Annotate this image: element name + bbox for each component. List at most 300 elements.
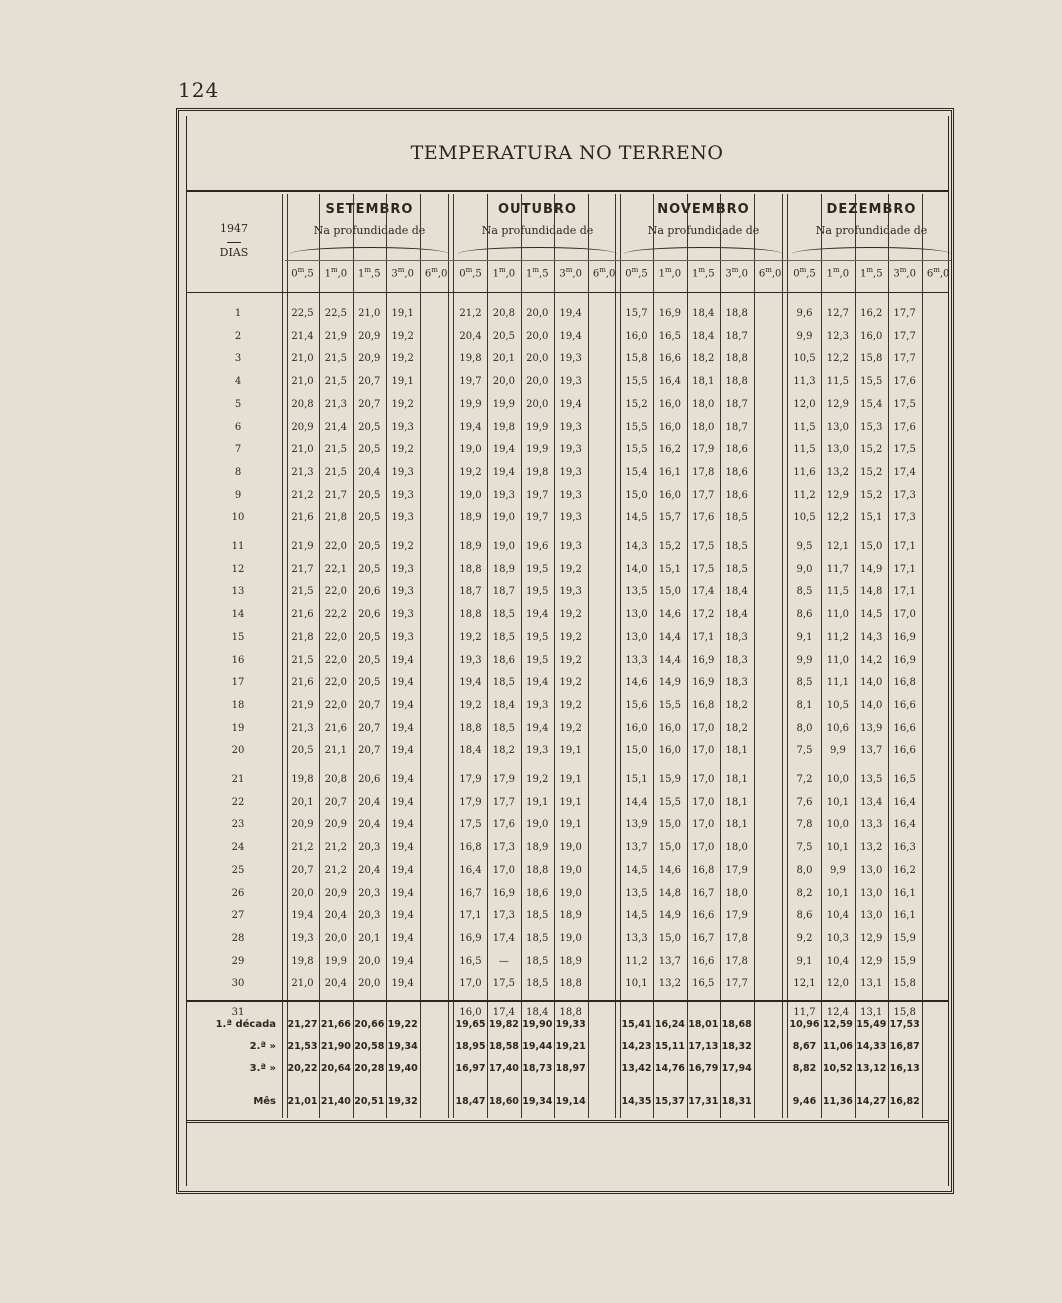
table-cell: 18,4 [692, 330, 715, 342]
summary-cell: 15,11 [654, 1041, 685, 1052]
day-number: 21 [231, 774, 245, 785]
table-cell: 11,0 [826, 654, 850, 666]
summary-cell: 12,59 [822, 1019, 853, 1030]
summary-cell: 15,37 [654, 1096, 685, 1107]
table-cell: 19,4 [391, 745, 414, 757]
table-bottom-rule [186, 1120, 948, 1123]
table-cell: 21,2 [324, 842, 348, 854]
table-cell: 22,0 [324, 541, 348, 552]
table-cell: 18,5 [526, 910, 549, 922]
day-number: 6 [234, 421, 242, 433]
table-cell: 16,6 [692, 955, 715, 967]
table-cell: 13,3 [860, 819, 883, 831]
table-cell: 19,4 [391, 722, 414, 734]
depth-brace [792, 247, 951, 254]
summary-rule [186, 1000, 948, 1002]
summary-cell: 21,40 [320, 1096, 351, 1107]
year-label: 1947 [220, 222, 248, 235]
table-cell: 19,2 [559, 631, 582, 643]
table-cell: 20,3 [358, 910, 381, 922]
table-cell: 16,6 [692, 910, 715, 922]
table-cell: 16,9 [658, 308, 682, 319]
table-cell: 16,9 [692, 654, 715, 666]
day-number: 26 [231, 887, 245, 899]
table-cell: 15,1 [658, 563, 682, 575]
table-cell: 17,5 [692, 563, 715, 575]
month-name: OUTUBRO [497, 202, 577, 217]
table-cell: 18,5 [725, 541, 748, 552]
day-number: 15 [231, 631, 245, 643]
table-cell: 19,4 [391, 932, 414, 944]
table-cell: 19,2 [391, 444, 414, 456]
table-cell: 22,0 [324, 654, 348, 666]
table-cell: 19,3 [559, 421, 582, 433]
table-cell: 15,5 [860, 376, 883, 388]
table-cell: 19,4 [291, 910, 314, 922]
table-cell: 20,0 [291, 887, 314, 899]
summary-cell: 19,33 [555, 1019, 586, 1030]
summary-cell: 19,32 [387, 1096, 418, 1107]
table-cell: 13,0 [826, 421, 850, 433]
table-cell: 18,4 [526, 1007, 549, 1018]
table-cell: 20,6 [358, 586, 381, 598]
table-cell: 15,2 [658, 541, 682, 552]
table-cell: 20,7 [358, 376, 381, 388]
table-cell: 19,0 [559, 932, 582, 944]
table-cell: 18,9 [492, 563, 516, 575]
table-cell: 18,3 [725, 654, 748, 666]
table-cell: 13,0 [860, 864, 883, 876]
day-number: 11 [231, 541, 245, 552]
table-cell: 16,2 [860, 308, 883, 319]
table-cell: 17,5 [492, 978, 516, 990]
table-cell: 15,3 [860, 421, 883, 433]
day-number: 20 [231, 745, 245, 757]
table-cell: 11,2 [625, 955, 648, 967]
table-cell: 11,6 [793, 466, 816, 478]
table-cell: 15,9 [893, 955, 916, 967]
table-cell: 9,9 [829, 864, 846, 876]
table-cell: 18,8 [725, 308, 748, 319]
table-cell: 21,8 [291, 631, 314, 643]
table-cell: 15,9 [893, 932, 916, 944]
table-cell: 19,3 [559, 489, 582, 501]
table-cell: 20,4 [358, 864, 381, 876]
table-cell: 22,0 [324, 677, 348, 689]
day-number: 2 [234, 330, 242, 342]
depth-label: 3$^m$,0 [725, 266, 748, 280]
table-cell: 19,5 [526, 563, 549, 575]
table-cell: 9,6 [796, 308, 813, 319]
table-cell: 16,7 [692, 932, 715, 944]
table-cell: 18,7 [459, 586, 482, 598]
table-cell: 10,1 [826, 842, 850, 854]
table-cell: 15,2 [625, 398, 648, 410]
summary-label: 1.ª década [215, 1019, 276, 1030]
table-cell: 18,5 [526, 978, 549, 990]
table-cell: 13,7 [860, 745, 883, 757]
summary-cell: 19,21 [555, 1041, 586, 1052]
table-cell: 11,2 [793, 489, 816, 501]
table-cell: 18,5 [725, 563, 748, 575]
table-cell: 14,8 [658, 887, 682, 899]
day-number: 17 [231, 677, 245, 689]
table-cell: 20,0 [526, 330, 549, 342]
depth-rule-top [285, 260, 951, 261]
table-cell: 20,1 [358, 932, 381, 944]
depth-label: 1$^m$,0 [324, 266, 348, 280]
table-cell: 10,5 [793, 353, 816, 365]
table-cell: 19,3 [391, 631, 414, 643]
table-cell: 13,2 [826, 466, 850, 478]
table-cell: 17,4 [492, 932, 516, 944]
table-cell: 20,7 [358, 699, 381, 711]
depth-label: 6$^m$,0 [424, 266, 448, 280]
table-cell: 20,9 [358, 330, 381, 342]
depth-label: 3$^m$,0 [559, 266, 582, 280]
summary-cell: 17,31 [688, 1096, 719, 1107]
table-cell: 19,2 [459, 631, 482, 643]
table-cell: 20,1 [291, 796, 314, 808]
table-cell: 19,4 [391, 955, 414, 967]
summary-cell: 16,24 [654, 1019, 685, 1030]
table-cell: 18,5 [725, 512, 748, 524]
table-cell: 15,0 [658, 842, 682, 854]
table-cell: 19,3 [391, 586, 414, 598]
table-cell: 17,2 [692, 609, 715, 621]
table-cell: 11,5 [826, 376, 850, 388]
day-number: 14 [231, 609, 245, 621]
table-cell: 15,4 [625, 466, 648, 478]
summary-cell: 18,32 [721, 1041, 752, 1052]
table-cell: 15,2 [860, 466, 883, 478]
day-number: 9 [234, 489, 242, 501]
table-cell: 9,1 [796, 631, 813, 643]
table-cell: 19,4 [559, 398, 582, 410]
table-cell: 15,2 [860, 489, 883, 501]
table-cell: 15,0 [658, 819, 682, 831]
table-cell: 19,2 [526, 774, 549, 785]
table-cell: 17,7 [725, 978, 748, 990]
day-number: 29 [231, 955, 245, 967]
table-cell: 11,1 [826, 677, 850, 689]
table-cell: 12,3 [826, 330, 850, 342]
table-cell: 20,0 [358, 978, 381, 990]
table-cell: 16,2 [658, 444, 682, 456]
day-number: 18 [231, 699, 245, 711]
table-cell: 18,6 [492, 654, 516, 666]
table-cell: 18,3 [725, 677, 748, 689]
table-cell: 18,4 [692, 308, 715, 319]
table-cell: 19,3 [559, 541, 582, 552]
table-cell: 21,4 [324, 421, 348, 433]
table-cell: 15,7 [625, 308, 648, 319]
summary-cell: 17,40 [488, 1063, 519, 1074]
table-cell: 19,8 [291, 955, 314, 967]
table-cell: 15,5 [625, 421, 648, 433]
summary-cell: 18,73 [522, 1063, 553, 1074]
table-cell: 18,5 [492, 609, 516, 621]
table-cell: 14,3 [860, 631, 883, 643]
day-number: 22 [231, 796, 245, 808]
table-cell: 19,3 [526, 745, 549, 757]
table-cell: 17,6 [893, 421, 916, 433]
table-cell: 19,1 [559, 796, 582, 808]
summary-cell: 13,42 [621, 1063, 652, 1074]
table-cell: 19,4 [391, 699, 414, 711]
day-number: 1 [234, 308, 242, 319]
table-cell: 16,9 [459, 932, 482, 944]
table-cell: 18,8 [459, 722, 482, 734]
table-cell: 20,0 [526, 376, 549, 388]
table-cell: 19,4 [391, 978, 414, 990]
table-cell: 18,7 [492, 586, 516, 598]
table-cell: 16,7 [692, 887, 715, 899]
table-cell: 17,0 [692, 722, 715, 734]
table-cell: 8,2 [796, 887, 813, 899]
table-cell: 20,3 [358, 887, 381, 899]
summary-cell: 14,27 [856, 1096, 887, 1107]
day-number: 19 [231, 722, 245, 734]
table-cell: 19,2 [391, 330, 414, 342]
table-cell: 19,6 [526, 541, 549, 552]
table-cell: 20,4 [324, 978, 348, 990]
table-cell: 15,1 [860, 512, 883, 524]
summary-cell: 20,64 [320, 1063, 351, 1074]
table-cell: 16,6 [893, 745, 916, 757]
table-cell: 17,8 [725, 955, 748, 967]
table-cell: 18,9 [559, 955, 582, 967]
table-cell: 16,9 [893, 631, 916, 643]
depth-brace [624, 247, 783, 254]
table-cell: 13,5 [625, 887, 648, 899]
table-cell: 13,9 [860, 722, 883, 734]
table-cell: 21,9 [291, 541, 314, 552]
table-cell: 18,9 [559, 910, 582, 922]
table-cell: 17,0 [692, 842, 715, 854]
table-cell: 16,1 [893, 887, 916, 899]
table-cell: 11,3 [793, 376, 816, 388]
table-cell: 12,7 [826, 308, 850, 319]
table-cell: 18,6 [725, 466, 748, 478]
table-cell: 14,5 [625, 864, 648, 876]
table-cell: 16,5 [692, 978, 715, 990]
depth-subheading: Na profundidade de [815, 224, 928, 237]
table-cell: 17,1 [893, 541, 916, 552]
table-cell: 17,4 [692, 586, 715, 598]
table-cell: 10,0 [826, 819, 850, 831]
table-cell: 19,3 [291, 932, 314, 944]
table-cell: 20,4 [358, 796, 381, 808]
day-number: 13 [231, 586, 245, 598]
table-cell: 18,1 [725, 796, 748, 808]
table-cell: 19,0 [559, 842, 582, 854]
table-cell: 17,9 [459, 796, 482, 808]
table-cell: 18,2 [725, 722, 748, 734]
table-cell: 18,6 [725, 444, 748, 456]
summary-cell: 18,60 [488, 1096, 519, 1107]
table-cell: 17,6 [893, 376, 916, 388]
table-cell: 20,8 [324, 774, 348, 785]
table-cell: 20,6 [358, 609, 381, 621]
table-cell: 13,0 [860, 910, 883, 922]
table-cell: 20,9 [324, 819, 348, 831]
day-number: 27 [231, 910, 245, 922]
table-cell: 17,9 [492, 774, 516, 785]
depth-label: 1$^m$,0 [826, 266, 850, 280]
table-cell: 12,1 [793, 978, 816, 990]
table-cell: 14,0 [625, 563, 648, 575]
table-cell: 17,9 [725, 910, 748, 922]
table-cell: 15,6 [625, 699, 648, 711]
summary-cell: 21,53 [287, 1041, 318, 1052]
summary-cell: 18,97 [555, 1063, 586, 1074]
table-cell: 19,0 [459, 489, 482, 501]
table-cell: 21,5 [324, 353, 348, 365]
table-cell: 19,7 [526, 512, 549, 524]
day-number: 25 [231, 864, 245, 876]
table-cell: 13,0 [625, 609, 648, 621]
summary-cell: 10,96 [789, 1019, 820, 1030]
table-cell: 18,8 [559, 1007, 582, 1018]
table-cell: 12,0 [826, 978, 850, 990]
table-cell: 20,4 [459, 330, 482, 342]
column-rule [420, 194, 421, 1118]
summary-cell: 20,28 [354, 1063, 385, 1074]
summary-cell: 21,90 [320, 1041, 351, 1052]
table-cell: 10,0 [826, 774, 850, 785]
table-cell: 17,7 [893, 353, 916, 365]
table-cell: 16,6 [893, 722, 916, 734]
table-cell: 20,4 [358, 466, 381, 478]
table-cell: 17,3 [492, 842, 516, 854]
table-cell: 16,9 [893, 654, 916, 666]
table-cell: 10,1 [826, 887, 850, 899]
table-cell: 19,3 [391, 489, 414, 501]
table-cell: 15,0 [658, 586, 682, 598]
table-cell: 21,3 [324, 398, 348, 410]
table-cell: 17,9 [692, 444, 715, 456]
table-cell: 16,4 [459, 864, 482, 876]
table-cell: 19,3 [559, 512, 582, 524]
table-cell: 16,0 [860, 330, 883, 342]
summary-cell: 14,23 [621, 1041, 652, 1052]
table-cell: 13,2 [658, 978, 682, 990]
table-cell: 16,5 [658, 330, 682, 342]
table-cell: 14,9 [658, 910, 682, 922]
table-cell: 13,0 [625, 631, 648, 643]
table-cell: 19,0 [526, 819, 549, 831]
table-cell: 17,1 [459, 910, 482, 922]
table-cell: 17,7 [893, 330, 916, 342]
table-cell: 13,3 [625, 932, 648, 944]
table-cell: 11,2 [826, 631, 850, 643]
table-cell: 18,6 [725, 489, 748, 501]
table-cell: 11,5 [826, 586, 850, 598]
table-cell: 19,4 [391, 864, 414, 876]
table-cell: 20,5 [492, 330, 516, 342]
table-cell: 21,0 [291, 444, 314, 456]
table-cell: 19,8 [492, 421, 516, 433]
table-cell: 7,2 [796, 774, 813, 785]
summary-cell: 18,95 [455, 1041, 486, 1052]
table-cell: 20,0 [324, 932, 348, 944]
table-cell: 10,5 [826, 699, 850, 711]
table-title: TEMPERATURA NO TERRENO [410, 142, 724, 164]
table-cell: 17,5 [692, 541, 715, 552]
table-cell: 18,5 [492, 722, 516, 734]
summary-label: 2.ª » [249, 1041, 276, 1052]
table-cell: 20,5 [358, 444, 381, 456]
days-label: DIAS [219, 246, 249, 259]
summary-cell: 18,47 [455, 1096, 486, 1107]
table-cell: 13,5 [625, 586, 648, 598]
month-name: NOVEMBRO [657, 202, 750, 217]
depth-label: 1$^m$,5 [692, 266, 715, 280]
table-cell: 19,4 [391, 677, 414, 689]
table-cell: 18,0 [725, 887, 748, 899]
table-cell: 19,5 [526, 654, 549, 666]
table-cell: 13,7 [658, 955, 682, 967]
table-cell: 19,3 [391, 421, 414, 433]
table-cell: 14,5 [625, 512, 648, 524]
summary-cell: 16,87 [889, 1041, 920, 1052]
table-cell: 19,5 [526, 631, 549, 643]
table-cell: 16,1 [893, 910, 916, 922]
summary-cell: 11,36 [822, 1096, 853, 1107]
table-cell: 17,4 [893, 466, 916, 478]
table-cell: 19,3 [459, 654, 482, 666]
table-cell: 15,0 [860, 541, 883, 552]
table-cell: 17,0 [692, 745, 715, 757]
table-cell: 21,9 [291, 699, 314, 711]
table-cell: 15,0 [658, 932, 682, 944]
day-number: 28 [231, 932, 245, 944]
table-cell: 15,8 [893, 978, 916, 990]
table-cell: 21,2 [291, 842, 314, 854]
table-cell: 19,1 [391, 308, 414, 319]
table-cell: 19,4 [391, 887, 414, 899]
table-cell: 16,0 [658, 398, 682, 410]
table-cell: 19,4 [559, 330, 582, 342]
summary-cell: 21,27 [287, 1019, 318, 1030]
table-cell: 7,5 [796, 842, 813, 854]
table-cell: 20,5 [291, 745, 314, 757]
table-cell: 21,7 [324, 489, 348, 501]
table-cell: 22,0 [324, 586, 348, 598]
summary-cell: 17,13 [688, 1041, 719, 1052]
table-cell: 8,1 [796, 699, 813, 711]
table-cell: 19,2 [559, 722, 582, 734]
depth-label: 0$^m$,5 [291, 266, 314, 280]
table-cell: 15,2 [860, 444, 883, 456]
table-cell: 18,0 [692, 421, 715, 433]
table-cell: 15,4 [860, 398, 883, 410]
table-cell: 18,5 [492, 677, 516, 689]
table-cell: 11,5 [793, 421, 816, 433]
table-cell: 19,3 [559, 353, 582, 365]
table-cell: 16,0 [658, 421, 682, 433]
table-cell: 14,2 [860, 654, 883, 666]
table-cell: 19,3 [559, 466, 582, 478]
depth-label: 1$^m$,0 [492, 266, 516, 280]
table-cell: 15,0 [625, 745, 648, 757]
table-cell: 15,5 [658, 699, 682, 711]
day-number: 4 [234, 376, 242, 388]
summary-cell: 8,67 [792, 1041, 817, 1052]
table-cell: 13,4 [860, 796, 883, 808]
table-cell: 18,9 [526, 842, 549, 854]
